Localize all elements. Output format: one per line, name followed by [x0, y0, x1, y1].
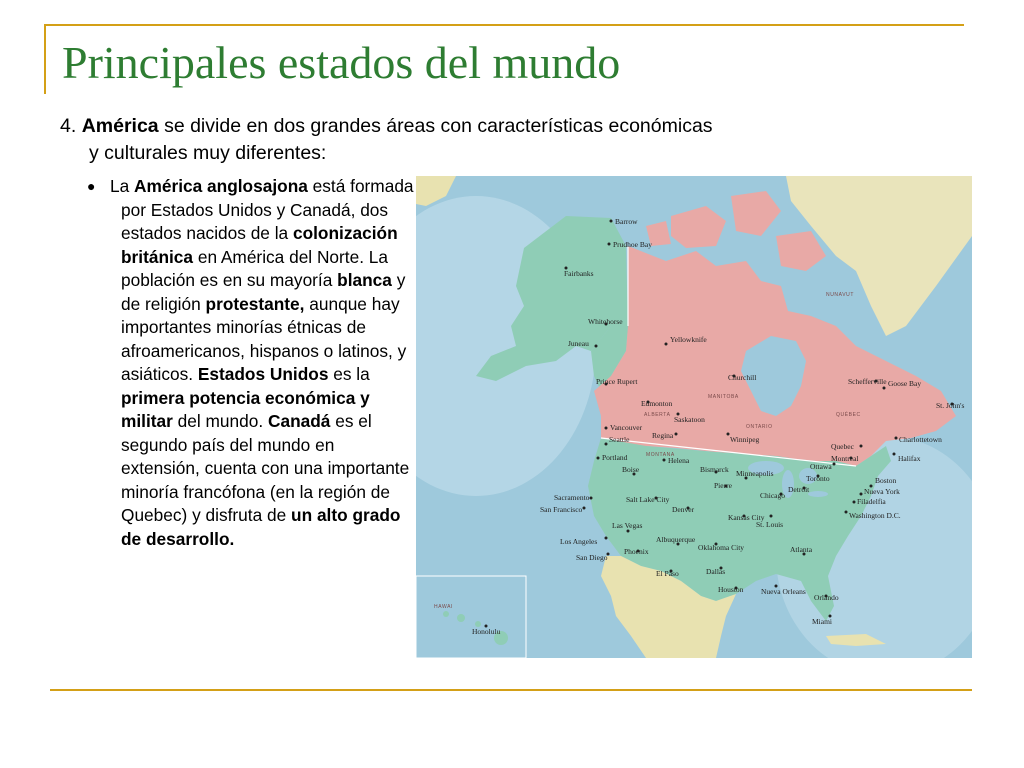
bullet-text: [87, 175, 417, 551]
city-label: St. Louis: [756, 520, 784, 529]
city-label: Denver: [672, 505, 695, 514]
city-label: Albuquerque: [656, 535, 696, 544]
city-label: San Francisco: [540, 505, 583, 514]
intro-paragraph: [60, 113, 860, 167]
slide-title: Principales estados del mundo: [62, 37, 621, 88]
bullet-text-segment: del mundo.: [172, 411, 268, 431]
city-label: Orlando: [814, 593, 839, 602]
city-label: Montreal: [831, 454, 859, 463]
city-dot: [605, 427, 608, 430]
city-label: Winnipeg: [730, 435, 760, 444]
city-label: Fairbanks: [564, 269, 594, 278]
city-label: Whitehorse: [588, 317, 623, 326]
city-dot: [893, 453, 896, 456]
city-label: Minneapolis: [736, 469, 774, 478]
bullet-bold-segment: blanca: [337, 270, 392, 290]
region-label: NUNAVUT: [826, 292, 854, 298]
city-dot: [860, 445, 863, 448]
city-label: Chicago: [760, 491, 785, 500]
city-dot: [770, 515, 773, 518]
city-label: Miami: [812, 617, 832, 626]
city-label: Washington D.C.: [849, 511, 901, 520]
city-dot: [608, 243, 611, 246]
city-dot: [583, 507, 586, 510]
city-label: San Diego: [576, 553, 608, 562]
bullet-text-segment: es el segundo país del mundo en extensión, cuenta con una importante minoría francófona (en la región de Quebec) y disfruta de: [121, 411, 410, 525]
city-dot: [860, 493, 863, 496]
region-label: ONTARIO: [746, 424, 773, 430]
city-label: Yellowknife: [670, 335, 707, 344]
city-label: Portland: [602, 453, 628, 462]
left-rule: [44, 24, 46, 94]
city-label: Pierre: [714, 481, 732, 490]
city-label: Charlottetown: [899, 435, 942, 444]
bullet-dot: ●: [87, 178, 96, 194]
bullet-bold-segment: protestante,: [205, 293, 305, 314]
bullet-text-segment: es la: [328, 364, 370, 384]
city-label: Honolulu: [472, 627, 501, 636]
city-label: Nueva Orleans: [761, 587, 806, 596]
city-dot: [610, 220, 613, 223]
bullet-text-segment: aunque hay importantes minorías étnicas de afroamericanos, hispanos o latinos, y asiáticos.: [121, 293, 407, 384]
city-label: Prudhoe Bay: [613, 240, 652, 249]
city-label: Bismarck: [700, 465, 729, 474]
city-label: Edmonton: [641, 399, 673, 408]
city-label: Quebec: [831, 442, 854, 451]
bullet-bold-segment: primera potencia económica y militar: [121, 387, 370, 431]
lake-erie: [808, 491, 828, 497]
bullet-bold-segment: colonización británica: [121, 223, 398, 267]
region-label: MONTANA: [646, 452, 675, 458]
city-dot: [895, 437, 898, 440]
intro-keyword: América: [81, 115, 159, 137]
region-label: QUÉBEC: [836, 412, 861, 418]
bullet-bold-segment: América anglosajona: [134, 176, 308, 196]
region-label: ALBERTA: [644, 412, 671, 418]
map-svg: [416, 176, 972, 658]
city-dot: [605, 537, 608, 540]
city-label: Churchill: [728, 373, 757, 382]
hawaii-island: [443, 611, 449, 617]
bullet-bold-segment: Estados Unidos: [197, 364, 329, 384]
city-label: St. John's: [936, 401, 965, 410]
city-label: Regina: [652, 431, 674, 440]
city-label: Saskatoon: [674, 415, 705, 424]
city-dot: [665, 343, 668, 346]
bullet-item: [87, 175, 417, 551]
region-label: MANITOBA: [708, 394, 739, 400]
city-label: Filadelfia: [857, 497, 886, 506]
city-label: Las Vegas: [612, 521, 643, 530]
city-label: Vancouver: [610, 423, 643, 432]
city-label: Helena: [668, 456, 690, 465]
bottom-rule: [50, 689, 972, 691]
city-dot: [605, 443, 608, 446]
city-label: Juneau: [568, 339, 589, 348]
city-label: Phoenix: [624, 547, 649, 556]
city-label: Boise: [622, 465, 640, 474]
city-label: Boston: [875, 476, 897, 485]
city-label: Salt Lake City: [626, 495, 670, 504]
bullet-bold-segment: un alto grado de desarrollo.: [121, 505, 401, 549]
city-label: Halifax: [898, 454, 921, 463]
city-dot: [663, 459, 666, 462]
city-label: Houston: [718, 585, 744, 594]
bullet-text-segment: en América del Norte. La población es en su mayoría: [121, 246, 389, 290]
region-label: HAWAI: [434, 604, 454, 610]
north-america-map: [416, 176, 972, 658]
city-label: Sacramento: [554, 493, 590, 502]
city-label: Schefferville: [848, 377, 887, 386]
top-rule: [44, 24, 964, 26]
city-label: Barrow: [615, 217, 638, 226]
bullet-text-segment: está formada por Estados Unidos y Canadá, dos estados nacidos de la: [121, 176, 414, 243]
city-dot: [883, 387, 886, 390]
city-label: Los Angeles: [560, 537, 598, 546]
city-label: Dallas: [706, 567, 726, 576]
city-label: Oklahoma City: [698, 543, 745, 552]
bullet-text-segment: La: [110, 176, 135, 196]
city-label: Prince Rupert: [596, 377, 638, 386]
city-label: Toronto: [806, 474, 830, 483]
city-dot: [675, 433, 678, 436]
intro-line1: se divide en dos grandes áreas con características económicas: [164, 115, 713, 137]
city-label: Nueva York: [864, 487, 900, 496]
city-dot: [845, 511, 848, 514]
city-label: Goose Bay: [888, 379, 922, 388]
bullet-bold-segment: Canadá: [267, 411, 331, 431]
city-label: Kansas City: [728, 513, 765, 522]
city-dot: [595, 345, 598, 348]
city-label: Detroit: [788, 485, 810, 494]
hawaii-island: [457, 614, 465, 622]
city-dot: [597, 457, 600, 460]
city-label: El Paso: [656, 569, 679, 578]
city-label: Seattle: [609, 435, 630, 444]
city-dot: [853, 501, 856, 504]
city-dot: [590, 497, 593, 500]
city-label: Ottawa: [810, 462, 832, 471]
intro-number: 4.: [60, 115, 77, 137]
city-label: Atlanta: [790, 545, 813, 554]
intro-line2: y culturales muy diferentes:: [89, 142, 327, 164]
bullet-text-segment: y de religión: [121, 270, 406, 314]
